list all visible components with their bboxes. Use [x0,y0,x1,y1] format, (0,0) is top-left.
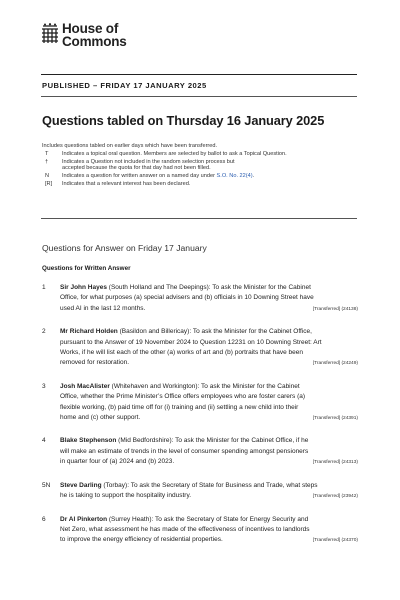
house-of-commons-logo [41,22,127,48]
question-line: To ask the Secretary of State for Energy Security and [155,515,309,523]
question-line: used AI in the last 12 months. [60,304,146,312]
question-item [42,283,358,315]
question-line: he is taking to support the hospitality industry. [60,492,192,500]
legend-symbol: † [45,158,49,165]
logo-line-2: Commons [62,34,127,49]
question-reference: [Transferred] (23942) [312,494,358,500]
question-line: in quarter four of (a) 2024 and (b) 2023. [60,458,175,466]
question-line: Office, for what purposes (a) special advisers and (b) officials in 10 Downing Street have [60,294,314,302]
portcullis-icon [41,23,59,45]
question-item [42,481,358,503]
intro-text: Includes questions tabled on earlier days which have been transferred. [42,143,218,149]
question-line: To ask the Minister for the Cabinet [201,382,300,390]
legend-item-dagger [42,159,352,172]
question-item [42,327,358,370]
question-reference: [Transferred] (24249) [312,361,358,367]
constituency: (Torbay): [101,481,131,489]
member-name: Dr Al Pinkerton [60,515,108,523]
published-rule [41,96,357,97]
constituency: (Basildon and Billericay): [117,328,193,336]
legend-item-named-day [42,173,352,180]
question-text [60,436,358,468]
question-line: To ask the Minister for the Cabinet [212,284,311,291]
top-rule [41,74,357,75]
question-reference: [Transferred] (24313) [312,460,358,466]
legend-description [62,159,352,172]
legend-description-line: accepted because the quota for that day had not been filled. [62,165,211,172]
question-line: Net Zero, what assessment he has made of the effectiveness of incentives to landlords [60,525,310,533]
standing-order-link[interactable]: S.O. No. 22(4) [216,173,253,180]
legend-rule [41,218,357,219]
written-answer-subheading: Questions for Written Answer [42,265,131,272]
question-item [42,515,358,547]
question-number: 2 [42,328,46,336]
constituency: (South Holland and The Deepings): [106,284,213,291]
constituency: (Mid Bedfordshire): [116,437,176,445]
question-list [42,283,358,547]
question-line: flexible working, (b) paid time off for (i) training and (ii) settling a new child into their [60,403,299,411]
question-item [42,382,358,425]
question-line: Office, whether the Prime Minister’s Office offers employees who are foster carers (a) [60,393,306,401]
question-line: will make an estimate of trends in the level of consumer spending amongst pensioners [60,447,309,455]
question-line: Works, if he will list each of the other (a) works of art and (b) portraits that have been [60,349,304,357]
question-number: 4 [42,437,46,445]
question-line: To ask the Minister for the Cabinet Office, if he [175,437,309,445]
member-name: Steve Darling [60,481,102,489]
question-number: 3 [42,382,46,390]
question-reference: [Transferred] (24138) [312,306,358,312]
question-line: removed for restoration. [60,359,130,367]
legend-description: Indicates that a relevant interest has been declared. [62,181,191,188]
legend-description-line: Indicates a Question not included in the random selection process but [62,158,235,165]
section-heading: Questions for Answer on Friday 17 January [42,243,207,253]
question-text [60,481,358,503]
legend-item-relevant-interest [42,181,352,188]
question-line: To ask the Secretary of State for Business and Trade, what steps [130,481,318,489]
constituency: (Surrey Heath): [107,515,156,523]
legend-description [62,173,352,180]
legend-item-topical [42,151,352,158]
legend-symbol: T [45,151,49,157]
question-text [60,327,358,370]
symbol-legend [42,151,352,189]
question-text [60,515,358,547]
question-line: home and (c) other support. [60,414,141,422]
constituency: (Whitehaven and Workington): [109,382,202,390]
question-item [42,436,358,468]
published-date: PUBLISHED – FRIDAY 17 JANUARY 2025 [42,81,207,90]
legend-symbol: N [45,173,50,180]
question-reference: [Transferred] (24391) [312,416,358,422]
member-name: Blake Stephenson [60,437,117,445]
question-reference: [Transferred] (24370) [312,538,358,544]
question-number: 6 [42,515,46,523]
page-title: Questions tabled on Thursday 16 January 2025 [42,113,325,128]
question-line: to improve the energy efficiency of residential properties. [60,536,223,544]
question-line: To ask the Minister for the Cabinet Office, [192,328,312,336]
member-name: Mr Richard Holden [60,328,118,336]
question-line: pursuant to the Answer of 19 November 2024 to Question 12231 on 10 Downing Street: Art [60,338,322,346]
logo-line-1: House of [62,21,119,36]
question-number: 5N [42,481,51,489]
member-name: Sir John Hayes [60,284,107,291]
question-text [60,283,358,315]
legend-text: Indicates a question for written answer on a named day under [62,173,217,180]
question-text [60,382,358,425]
member-name: Josh MacAlister [60,382,110,390]
legend-text-end: . [252,173,255,180]
legend-symbol: [R] [45,181,53,188]
question-number: 1 [42,284,46,291]
logo-wordmark [62,22,127,48]
legend-description: Indicates a topical oral question. Members are selected by ballot to ask a Topical Question. [62,151,287,157]
